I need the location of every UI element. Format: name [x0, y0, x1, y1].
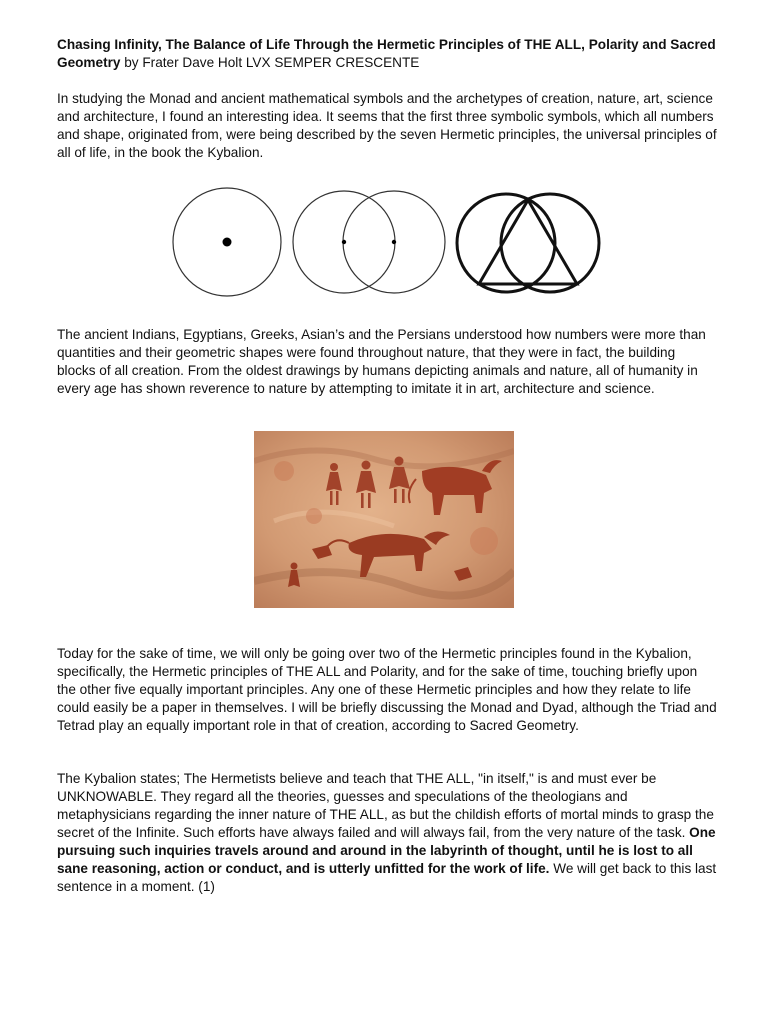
- title-bold: Chasing Infinity, The Balance of Life Through the Hermetic Principles of THE ALL, Polarity and Sacred Geometry: [57, 37, 716, 70]
- monad-symbol: [173, 188, 281, 296]
- quote-end-text: We will get back to this last sentence in a moment. (1): [57, 861, 717, 894]
- quote-bold-text: One pursuing such inquiries travels around and around in the labyrinth of thought, until he is lost to all sane reasoning, action or conduct, and is utterly unfitted for the work of life.: [57, 825, 716, 876]
- sacred-geometry-figure: [170, 184, 604, 302]
- dyad-symbol: [293, 191, 445, 293]
- document-title: [57, 36, 717, 72]
- title-byline: by Frater Dave Holt LVX SEMPER CRESCENTE: [120, 55, 420, 70]
- paragraph-ancient-cultures: The ancient Indians, Egyptians, Greeks, Asian’s and the Persians understood how numbers were more than quantities and their geometric shapes were found throughout nature, that they were in fact, the building blocks of all creation. From the oldest drawings by humans depicting animals and nature, all of humanity in every age has shown reverence to nature by attempting to imitate it in art, architecture and science.: [57, 327, 706, 396]
- paragraph-intro: In studying the Monad and ancient mathematical symbols and the archetypes of creation, nature, art, science and architecture, I found an interesting idea. It seems that the first three symbolic symbols, which all numbers and shape, originated from, were being described by the seven Hermetic principles, the universal principles of all of life, in the book the Kybalion.: [57, 91, 717, 160]
- triad-symbol: [457, 194, 599, 292]
- quote-text: The Kybalion states; The Hermetists believe and teach that THE ALL, "in itself," is and must ever be UNKNOWABLE. They regard all the theories, guesses and speculations of the theologians and metaphysicians regarding the inner nature of THE ALL, as but the childish efforts of mortal minds to grasp the secret of the Infinite. Such efforts have always failed and will always fail, from the very nature of the task.: [57, 771, 714, 840]
- paragraph-kybalion-quote: [57, 770, 717, 896]
- paragraph-scope: Today for the sake of time, we will only be going over two of the Hermetic principles found in the Kybalion, specifically, the Hermetic principles of THE ALL and Polarity, and for the sake of time, touching briefly upon the other five equally important principles. Any one of these Hermetic principles and how they relate to life could easily be a paper in themselves. I will be briefly discussing the Monad and Dyad, although the Triad and Tetrad play an equally important role in that of creation, according to Sacred Geometry.: [57, 646, 717, 733]
- cave-painting-image: [254, 431, 514, 608]
